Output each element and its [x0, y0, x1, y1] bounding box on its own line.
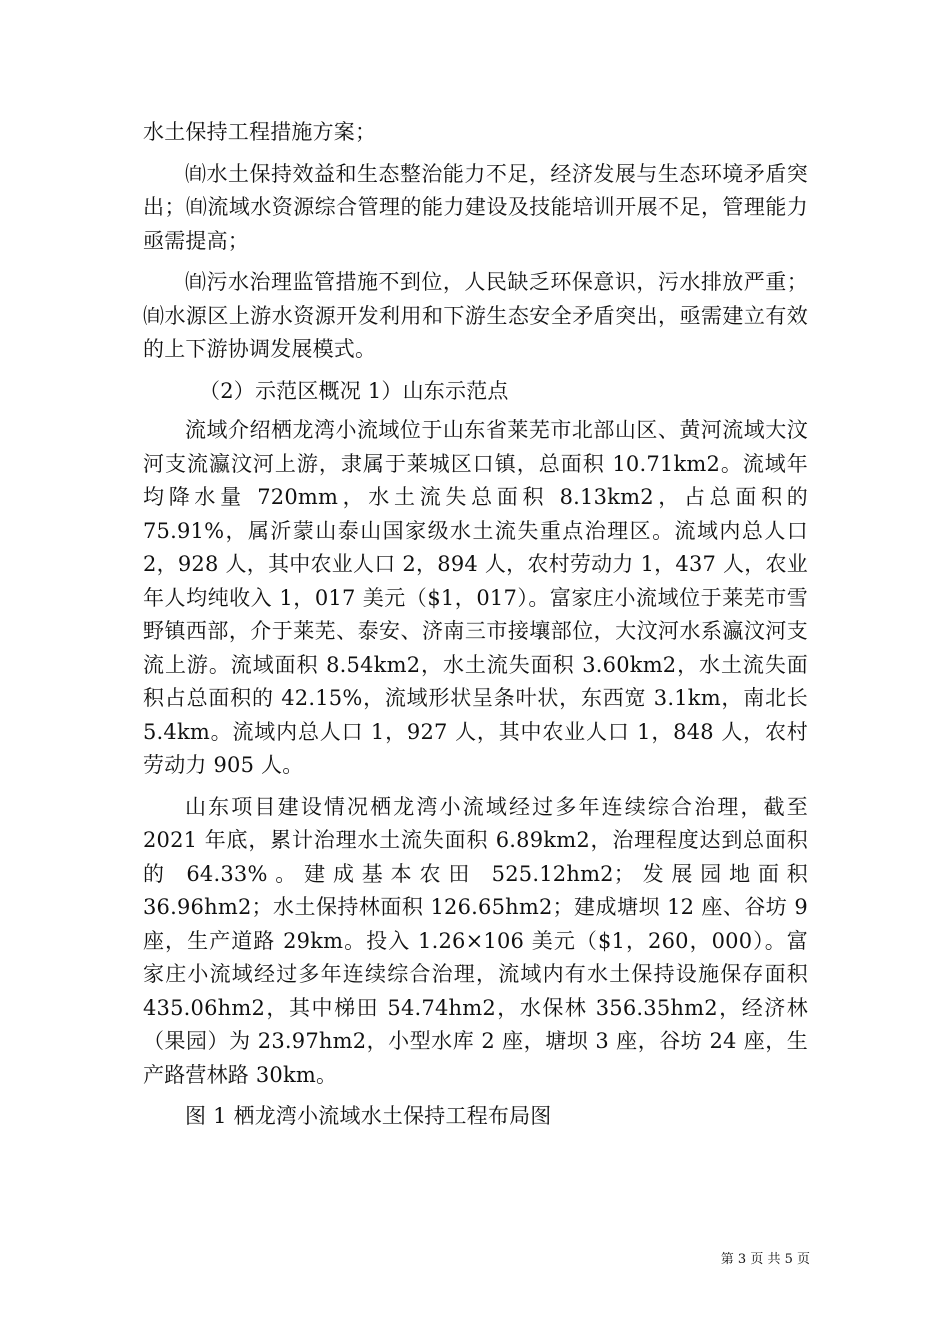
paragraph-problems-1: ㉂水土保持效益和生态整治能力不足，经济发展与生态环境矛盾突出；㉂流域水资源综合管理的能力建设及技能培训开展不足，管理能力亟需提高；: [143, 161, 808, 253]
section-heading: （2）示范区概况 1）山东示范点: [199, 378, 509, 403]
figure-caption: 图 1 栖龙湾小流域水土保持工程布局图: [185, 1104, 552, 1128]
paragraph-continuation: 水土保持工程措施方案；: [143, 120, 377, 144]
document-body: [143, 116, 808, 1142]
paragraph-project-status: 山东项目建设情况栖龙湾小流域经过多年连续综合治理，截至 2021 年底，累计治理水土流失面积 6.89km2，治理程度达到总面积的 64.33%。建成基本农田 525.12hm2；发展园地面积 36.96hm2；水土保持林面积 126.65hm2；建成塘坝 12 座、谷坊 9 座，生产道路 29km。投入 1.26×106 美元（$1，260，000）。富家庄小流域经过多年连续综合治理，流域内有水土保持设施保存面积 435.06hm2，其中梯田 54.74hm2，水保林 356.35hm2，经济林（果园）为 23.97hm2，小型水库 2 座，塘坝 3 座，谷坊 24 座，生产路营林路 30km。: [143, 794, 808, 1087]
paragraph-problems-2: ㉂污水治理监管措施不到位，人民缺乏环保意识，污水排放严重；㉂水源区上游水资源开发利用和下游生态安全矛盾突出，亟需建立有效的上下游协调发展模式。: [143, 270, 808, 361]
paragraph-watershed-intro: 流域介绍栖龙湾小流域位于山东省莱芜市北部山区、黄河流域大汶河支流瀛汶河上游，隶属于莱城区口镇，总面积 10.71km2。流域年均降水量 720mm，水土流失总面积 8.13km2，占总面积的 75.91%，属沂蒙山泰山国家级水土流失重点治理区。流域内总人口 2，928 人，其中农业人口 2，894 人，农村劳动力 1，437 人，农业年人均纯收入 1，017 美元（$1，017）。富家庄小流域位于莱芜市雪野镇西部，介于莱芜、泰安、济南三市接壤部位，大汶河水系瀛汶河支流上游。流域面积 8.54km2，水土流失面积 3.60km2，水土流失面积占总面积的 42.15%，流域形状呈条叶状，东西宽 3.1km，南北长 5.4km。流域内总人口 1，927 人，其中农业人口 1，848 人，农村劳动力 905 人。: [143, 418, 808, 777]
page-number: 第 3 页 共 5 页: [720, 1252, 810, 1267]
